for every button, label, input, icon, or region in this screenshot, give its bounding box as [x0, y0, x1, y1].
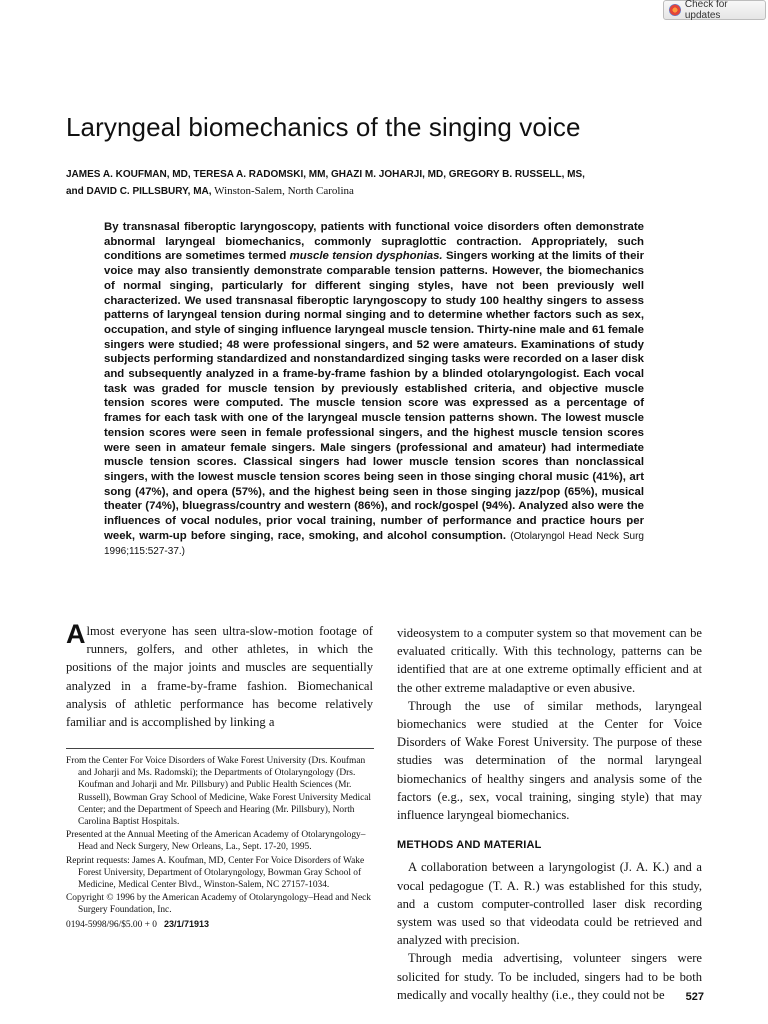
abstract-part-2: Singers working at the limits of their voice may also transiently demonstrate comparable tension patterns. However, the biomechanics of normal singing, particularly for different singing styles, have not been previously well characterized. We used transnasal fiberoptic laryngoscopy to study 100 healthy singers to assess patterns of laryngeal tension during normal singing and to determine whether factors such as sex, occupation, and style of singing influence laryngeal muscle tension. Thirty-nine male and 61 female singers were studied; 48 were professional singers, and 52 were amateurs. Examinations of study subjects performing standardized and nonstandardized singing tasks were recorded on a laser disk and subsequently analyzed in a frame-by-frame fashion by a blinded otolaryngologist. Each vocal task was graded for muscle tension by previously established criteria, and objective muscle tension scores were computed. The muscle tension score was expressed as a percentage of frames for each task with one of the laryngeal muscle tension patterns shown. The lowest muscle tension scores were seen in female professional singers, and the highest muscle tension scores were seen in amateur female singers. Male singers (professional and amateur) had intermediate muscle tension scores. Classical singers had lower muscle tension scores than nonclassical singers, with the lowest muscle tension scores being seen in those singing choral music (41%), art song (47%), and opera (57%), and the highest being seen in those singing jazz/pop (65%), musical theater (74%), bluegrass/country and western (86%), and rock/gospel (94%). Analyzed also were the influences of vocal nodules, prior vocal training, number of performance and practice hours per week, warm-up before singing, race, smoking, and alcohol consumption. [104, 250, 644, 542]
footnote-issn [66, 918, 374, 931]
drop-cap: A [66, 619, 86, 649]
section-heading: METHODS AND MATERIAL [397, 839, 542, 852]
abstract [104, 220, 644, 560]
footnote-presented: Presented at the Annual Meeting of the American Academy of Otolaryngology–Head and Neck Surgery, New Orleans, La., Sept. 17-20, 1995. [66, 830, 366, 853]
article-title: Laryngeal biomechanics of the singing voice [66, 112, 581, 142]
issn-ref: 23/1/71913 [164, 918, 210, 929]
author-line-2-names: and DAVID C. PILLSBURY, MA, [66, 186, 212, 197]
body-left-text: lmost everyone has seen ultra-slow-motion footage of runners, golfers, and other athletes, in which the positions of the major joints and muscles are sequentially analyzed in a frame-by-frame fashion. Biomechanical analysis of athletic performance has become relatively familiar and is accomplished by linking a [66, 624, 373, 730]
body-right-paragraph-2: Through the use of similar methods, laryngeal biomechanics were studied at the Center for Voice Disorders of Wake Forest University. The purpose of these studies was determination of the normal laryngeal biomechanics of healthy singers and analysis some of the factors (e.g., sex, vocal training, singing style) that may influence laryngeal biomechanics. [397, 698, 702, 823]
body-right-paragraph-1: videosystem to a computer system so that movement can be evaluated critically. With this technology, patterns can be identified that are at one extreme optimally efficient and at the other extreme maladaptive or even abusive. [397, 626, 702, 695]
crossmark-icon [669, 4, 681, 16]
footnote-copyright: Copyright © 1996 by the American Academy of Otolaryngology–Head and Neck Surgery Foundation, Inc. [66, 893, 371, 916]
footnote-reprint-requests: Reprint requests: James A. Koufman, MD, Center For Voice Disorders of Wake Forest University, Department of Otolaryngology, Bowman Gray School of Medicine, Medical Center Blvd., Winston-Salem, NC 27157-1034. [66, 855, 365, 891]
check-for-updates-button[interactable] [663, 0, 766, 20]
abstract-part-1: By transnasal fiberoptic laryngoscopy, patients with functional voice disorders often demonstrate abnormal laryngeal biomechanics, commonly supraglottic contraction. Appropriately, such conditions are sometimes termed [104, 221, 644, 263]
issn-code: 0194-5998/96/$5.00 + 0 [66, 919, 157, 930]
footnote-divider [66, 748, 374, 749]
abstract-term: muscle tension dysphonias. [289, 250, 443, 263]
check-for-updates-label: Check for updates [684, 0, 728, 21]
footnote-affiliations: From the Center For Voice Disorders of Wake Forest University (Drs. Koufman and Joharji and Ms. Radomski); the Departments of Otolaryngology (Drs. Koufman and Joharji and Mr. Pillsbury) and Public Health Sciences (Mr. Russell), Bowman Gray School of Medicine, Wake Forest University Medical Center; and the Department of Speech and Hearing (Mr. Pillsbury), North Carolina Baptist Hospitals. [66, 756, 372, 828]
author-line-1: JAMES A. KOUFMAN, MD, TERESA A. RADOMSKI, MM, GHAZI M. JOHARJI, MD, GREGORY B. RUSSELL, MS, [66, 169, 585, 180]
author-block [66, 166, 706, 200]
author-line-2 [66, 183, 706, 200]
author-location: Winston-Salem, North Carolina [214, 185, 354, 197]
abstract-citation: (Otolaryngol Head Neck Surg 1996;115:527-37.) [104, 530, 644, 558]
body-right-paragraph-4: Through media advertising, volunteer singers were solicited for study. To be included, singers had to be both medically and vocally healthy (i.e., they could not be [397, 951, 702, 1002]
body-right-column [397, 624, 702, 1004]
body-left-column [66, 619, 373, 731]
body-right-paragraph-3: A collaboration between a laryngologist (J. A. K.) and a vocal pedagogue (T. A. R.) was established for this study, and a custom computer-controlled laser disk recording system was used so that videodata could be retrieved and analyzed with precision. [397, 860, 702, 948]
page-number: 527 [685, 991, 704, 1003]
footnotes [66, 755, 374, 932]
